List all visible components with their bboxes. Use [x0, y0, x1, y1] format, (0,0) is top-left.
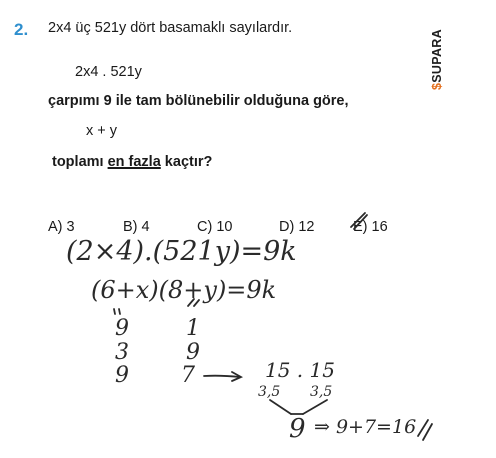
tick-mark-x-second: [119, 309, 120, 314]
brand-name: SUPARA: [430, 29, 444, 83]
option-e[interactable]: E) 16: [353, 219, 388, 235]
product-expression: 2x4 . 521y: [75, 64, 142, 80]
sum-expression: x + y: [86, 123, 118, 139]
pair-split-right: 3,5: [310, 384, 333, 400]
handwritten-line-2: (6+x)(8+y)=9k: [91, 276, 277, 304]
question-stem: 2x4 üç 521y dört basamaklı sayılardır.: [48, 20, 293, 36]
col-x-value-2: 3: [115, 340, 129, 365]
option-c[interactable]: C) 10: [197, 219, 233, 235]
pair-split-left: 3,5: [258, 384, 281, 400]
tick-mark-y-second: [194, 300, 199, 306]
result-digit: 9: [289, 414, 306, 444]
col-y-value-2: 9: [186, 340, 200, 365]
bracket-right: [303, 400, 327, 414]
option-b[interactable]: B) 4: [123, 219, 150, 235]
arrow-shaft: [204, 376, 240, 377]
ask-suffix: kaçtır?: [160, 154, 213, 170]
col-y-value-3: 7: [181, 363, 195, 388]
pair-top: 15 . 15: [265, 358, 335, 382]
result-expression: ⇒ 9+7=16: [314, 416, 417, 438]
brand-symbol: $: [430, 82, 444, 90]
question-number: 2.: [14, 20, 29, 39]
tick-mark-x: [114, 309, 115, 314]
option-a[interactable]: A) 3: [48, 219, 75, 235]
bracket-left: [270, 400, 291, 414]
ask-prefix: toplamı: [52, 154, 108, 170]
col-x-value-3: 9: [115, 363, 129, 388]
option-d[interactable]: D) 12: [279, 219, 315, 235]
divisibility-condition: çarpımı 9 ile tam bölünebilir olduğuna göre,: [48, 93, 349, 109]
col-y-value-1: 1: [186, 316, 200, 341]
col-x-value-1: 9: [115, 316, 129, 341]
handwritten-line-1: (2×4).(521y)=9k: [66, 236, 297, 267]
ask-highlight: en fazla: [107, 154, 161, 170]
tick-mark-y: [188, 299, 194, 306]
